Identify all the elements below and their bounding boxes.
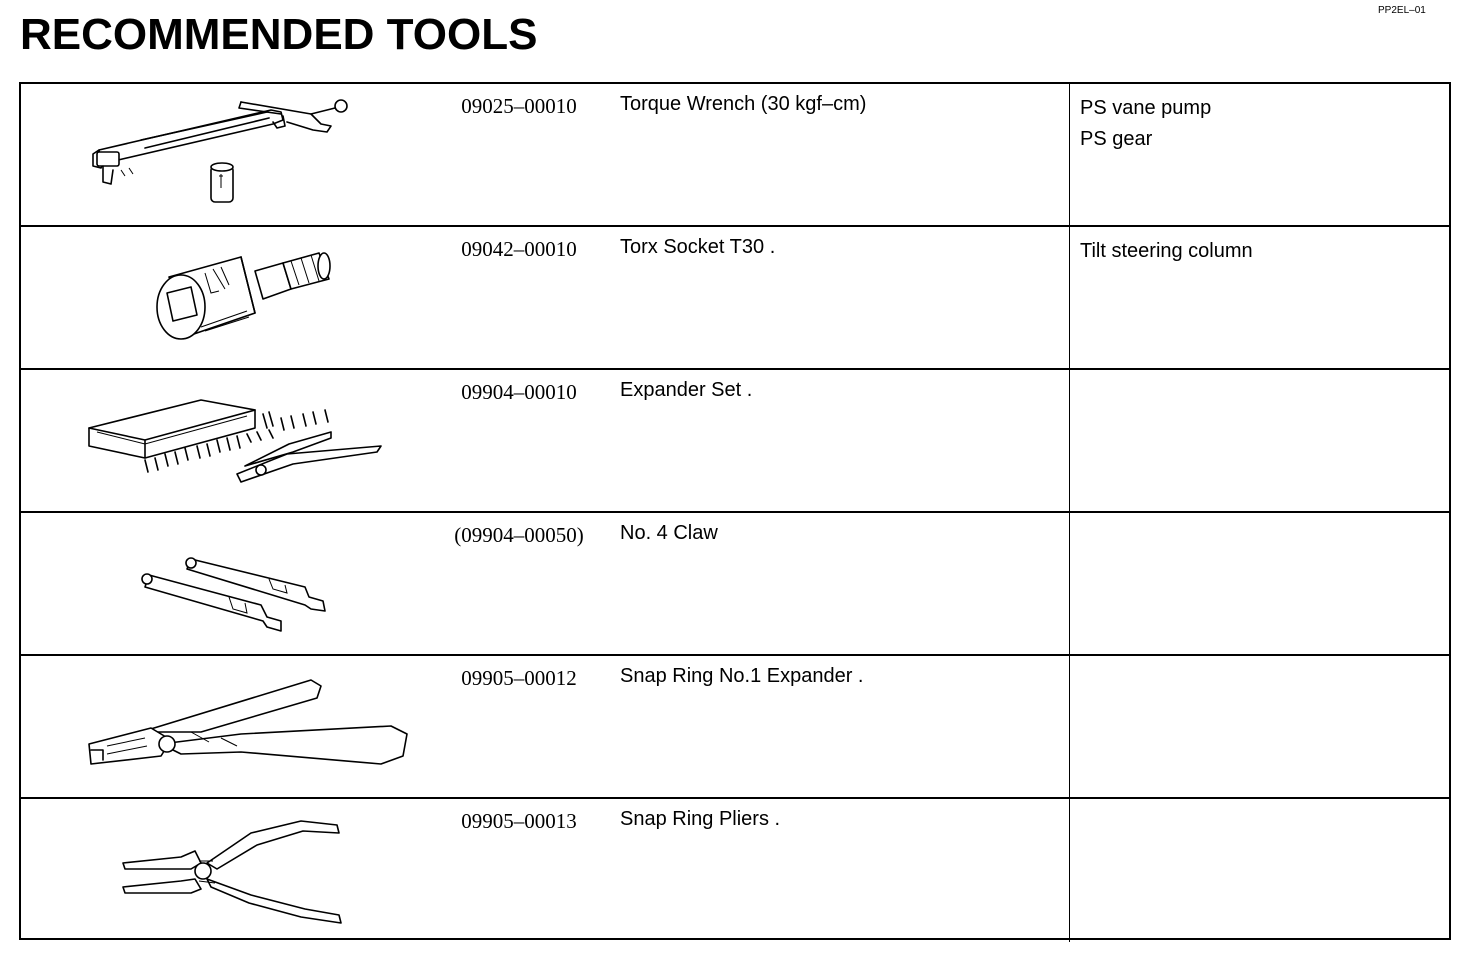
column-divider bbox=[1069, 370, 1070, 511]
snap-ring-pliers-icon bbox=[41, 803, 421, 935]
tool-row bbox=[21, 227, 1449, 370]
tool-name: Torque Wrench (30 kgf–cm) bbox=[620, 93, 867, 115]
tool-name: Snap Ring Pliers . bbox=[620, 808, 781, 830]
claw-icon bbox=[41, 517, 421, 649]
tool-row bbox=[21, 799, 1449, 942]
tool-name: Torx Socket T30 . bbox=[620, 236, 776, 258]
expander-set-icon bbox=[41, 374, 421, 506]
snap-ring-expander-icon bbox=[41, 660, 421, 792]
tool-row bbox=[21, 656, 1449, 799]
tool-row bbox=[21, 513, 1449, 656]
part-number: 09904–00010 bbox=[461, 380, 577, 404]
tool-name: No. 4 Claw bbox=[620, 522, 718, 544]
tool-row bbox=[21, 84, 1449, 227]
tool-name: Expander Set . bbox=[620, 379, 753, 401]
tools-table bbox=[19, 82, 1451, 940]
torx-socket-icon bbox=[41, 231, 421, 363]
torque-wrench-icon bbox=[41, 88, 421, 220]
page-title: RECOMMENDED TOOLS bbox=[20, 10, 538, 59]
page-code: PP2EL–01 bbox=[1378, 5, 1426, 16]
column-divider bbox=[1069, 227, 1070, 368]
tool-row bbox=[21, 370, 1449, 513]
tool-name: Snap Ring No.1 Expander . bbox=[620, 665, 864, 687]
part-number: 09905–00012 bbox=[461, 666, 577, 690]
column-divider bbox=[1069, 656, 1070, 797]
column-divider bbox=[1069, 799, 1070, 942]
usage-item: PS gear bbox=[1080, 128, 1153, 150]
usage-item: PS vane pump bbox=[1080, 97, 1212, 119]
part-number: 09025–00010 bbox=[461, 94, 577, 118]
part-number: (09904–00050) bbox=[454, 523, 584, 547]
column-divider bbox=[1069, 84, 1070, 225]
usage-item: Tilt steering column bbox=[1080, 240, 1253, 262]
usage-list bbox=[1080, 236, 1253, 267]
part-number: 09042–00010 bbox=[461, 237, 577, 261]
part-number: 09905–00013 bbox=[461, 809, 577, 833]
column-divider bbox=[1069, 513, 1070, 654]
usage-list bbox=[1080, 93, 1211, 155]
